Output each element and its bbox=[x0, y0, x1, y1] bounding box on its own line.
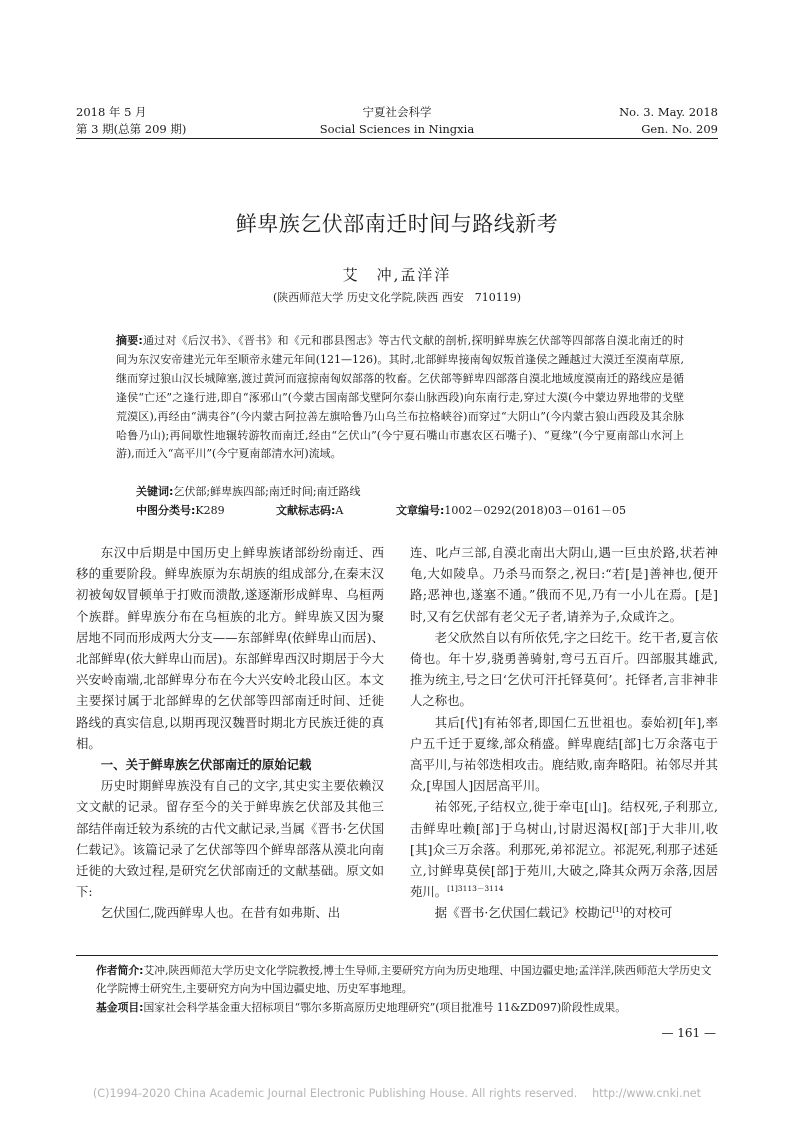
body-text: 据《晋书·乞伏国仁载记》校勘记 bbox=[434, 905, 613, 921]
citation-ref: [1] bbox=[612, 905, 623, 915]
article-no-value: 1002－0292(2018)03－0161－05 bbox=[444, 504, 626, 517]
journal-name-en: Social Sciences in Ningxia bbox=[319, 122, 475, 136]
journal-name-cn: 宁夏社会科学 bbox=[362, 105, 432, 119]
body-paragraph bbox=[410, 902, 718, 923]
body-left-column bbox=[76, 542, 384, 924]
copyright-notice: (C)1994-2020 China Academic Journal Electronic Publishing House. All rights reserved. http://www.cnki.net bbox=[92, 1087, 702, 1100]
doc-code-value: A bbox=[335, 504, 344, 517]
fund-info bbox=[96, 999, 718, 1017]
author-bio bbox=[96, 962, 718, 998]
quote-paragraph bbox=[410, 796, 718, 902]
keywords bbox=[136, 483, 696, 501]
author-affiliation: (陕西师范大学 历史文化学院,陕西 西安 710119) bbox=[272, 291, 522, 304]
header-right bbox=[538, 104, 718, 138]
doc-code-label: 文献标志码: bbox=[276, 504, 336, 517]
body-paragraph: 历史时期鲜卑族没有自己的文字,其史实主要依赖汉文文献的记录。留存至今的关于鲜卑族乞伏部及其他三部结伴南迁较为系统的古代文献记录,当属《晋书·乞伏国仁载记》。该篇记录了乞伏部等四个鲜卑部落从漠北向南迁徙的大致过程,是研究乞伏部南迁的文献基础。原文如下: bbox=[76, 778, 384, 900]
fund-text: 国家社会科学基金重大招标项目“鄂尔多斯高原历史地理研究”(项目批准号 11&ZD097)阶段性成果。 bbox=[143, 1001, 627, 1014]
abstract bbox=[116, 332, 684, 464]
header-date: 2018 年 5 月 bbox=[76, 105, 147, 119]
header-left bbox=[76, 104, 256, 138]
section-heading: 一、关于鲜卑族乞伏部南迁的原始记载 bbox=[100, 757, 312, 773]
paper-title: 鲜卑族乞伏部南迁时间与路线新考 bbox=[235, 212, 559, 236]
abstract-text: 通过对《后汉书》、《晋书》和《元和郡县图志》等古代文献的剖析,探明鲜卑族乞伏部等四部落自漠北南迁的时间为东汉安帝建光元年至顺帝永建元年间(121—126)。其时,北部鲜卑接南匈奴叛首逢侯之踵越过大漠迁至漠南草原,继而穿过狼山汉长城障塞,渡过黄河而寇掠南匈奴部落的牧畜。乞伏部等鲜卑四部落自漠北地域度漠南迁的路线应是循逢侯“亡还”之逢行进,即自“涿邪山”(今蒙古国南部戈壁阿尔泰山脉西段)向东南行走,穿过大漠(今中蒙边界地带的戈壁荒漠区),再经由“满夷谷”(今内蒙古阿拉善左旗哈鲁乃山乌兰布拉格峡谷)而穿过“大阴山”(今内蒙古狼山西段及其余脉哈鲁乃山);再间歇性地辗转游牧而南迁,经由“乞伏山”(今宁夏石嘴山市惠农区石嘴子)、“夏缘”(今宁夏南部山水河上游),而迁入“高平川”(今宁夏南部清水河)流域。 bbox=[116, 334, 684, 461]
fund-label: 基金项目: bbox=[96, 1001, 144, 1014]
footnote-rule bbox=[76, 955, 718, 956]
quote-paragraph: 其后[代]有祐邻者,即国仁五世祖也。泰始初[年],率户五千迁于夏缘,部众稍盛。鲜卑鹿结[部]七万余落屯于高平川,与祐邻迭相攻击。鹿结败,南奔略阳。祐邻尽并其众,[卑国人]因居高平川。 bbox=[410, 714, 718, 794]
body-text: 的对校可 bbox=[622, 905, 673, 921]
quote-paragraph: 连、叱卢三部,自漠北南出大阴山,遇一巨虫於路,状若神龟,大如陵阜。乃杀马而祭之,祝曰:“若[是]善神也,便开路;恶神也,遂塞不通。”俄而不见,乃有一小儿在焉。[是]时,又有乞伏部有老父无子者,请养为子,众咸许之。 bbox=[410, 545, 718, 624]
classification-line bbox=[136, 502, 696, 520]
article-no-label: 文章编号: bbox=[396, 504, 445, 517]
header-rule bbox=[76, 138, 718, 139]
header-center bbox=[250, 104, 544, 138]
header-issue-cn: 第 3 期(总第 209 期) bbox=[76, 122, 187, 136]
clc-label: 中图分类号: bbox=[136, 504, 196, 517]
header-gen-no: Gen. No. 209 bbox=[641, 122, 718, 136]
keywords-text: 乞伏部;鲜卑族四部;南迁时间;南迁路线 bbox=[173, 485, 361, 498]
citation-ref: [1]3113－3114 bbox=[447, 884, 504, 894]
header-issue-en: No. 3. May. 2018 bbox=[619, 105, 718, 119]
abstract-label: 摘要: bbox=[116, 334, 143, 347]
body-paragraph: 东汉中后期是中国历史上鲜卑族诸部纷纷南迁、西移的重要阶段。鲜卑族原为东胡族的组成部分,在秦末汉初被匈奴冒顿单于打败而溃散,遂逐渐形成鲜卑、乌桓两个族群。鲜卑族分布在乌桓族的北方。鲜卑族又因为聚居地不同而形成两大分支——东部鲜卑(依鲜卑山而居)、北部鲜卑(依大鲜卑山而居)。东部鲜卑西汉时期居于今大兴安岭南端,北部鲜卑分布在今大兴安岭北段山区。本文主要探讨属于北部鲜卑的乞伏部等四部南迁时间、迁徙路线的真实信息,以期再现汉魏晋时期北方民族迁徙的真相。 bbox=[76, 545, 384, 751]
quote-text: 祐邻死,子结权立,徙于牵屯[山]。结权死,子利那立,击鲜卑吐赖[部]于乌树山,讨尉迟渴权[部]于大非川,收[其]众三万余落。利那死,弟祁泥立。祁泥死,利那子述延立,讨鲜卑莫侯[部]于苑川,大破之,降其众两万余落,因居苑川。 bbox=[410, 799, 718, 900]
author-bio-text: 艾冲,陕西师范大学历史文化学院教授,博士生导师,主要研究方向为历史地理、中国边疆史地;孟洋洋,陕西师范大学历史文化学院博士研究生,主要研究方向为中国边疆史地、历史军事地理。 bbox=[96, 964, 712, 995]
keywords-label: 关键词: bbox=[136, 485, 174, 498]
page-number: — 161 — bbox=[661, 1026, 716, 1040]
author-bio-label: 作者简介: bbox=[96, 964, 144, 977]
clc-value: K289 bbox=[195, 504, 225, 517]
quote-paragraph: 老父欣然自以有所依凭,字之曰纥干。纥干者,夏言依倚也。年十岁,骁勇善骑射,弯弓五百斤。四部服其雄武,推为统主,号之曰‘乞伏可汗托铎莫何’。托铎者,言非神非人之称也。 bbox=[410, 629, 718, 709]
quote-paragraph: 乞伏国仁,陇西鲜卑人也。在昔有如弗斯、出 bbox=[100, 905, 341, 921]
body-right-column bbox=[410, 542, 718, 924]
paper-authors: 艾 冲,孟洋洋 bbox=[342, 266, 452, 284]
